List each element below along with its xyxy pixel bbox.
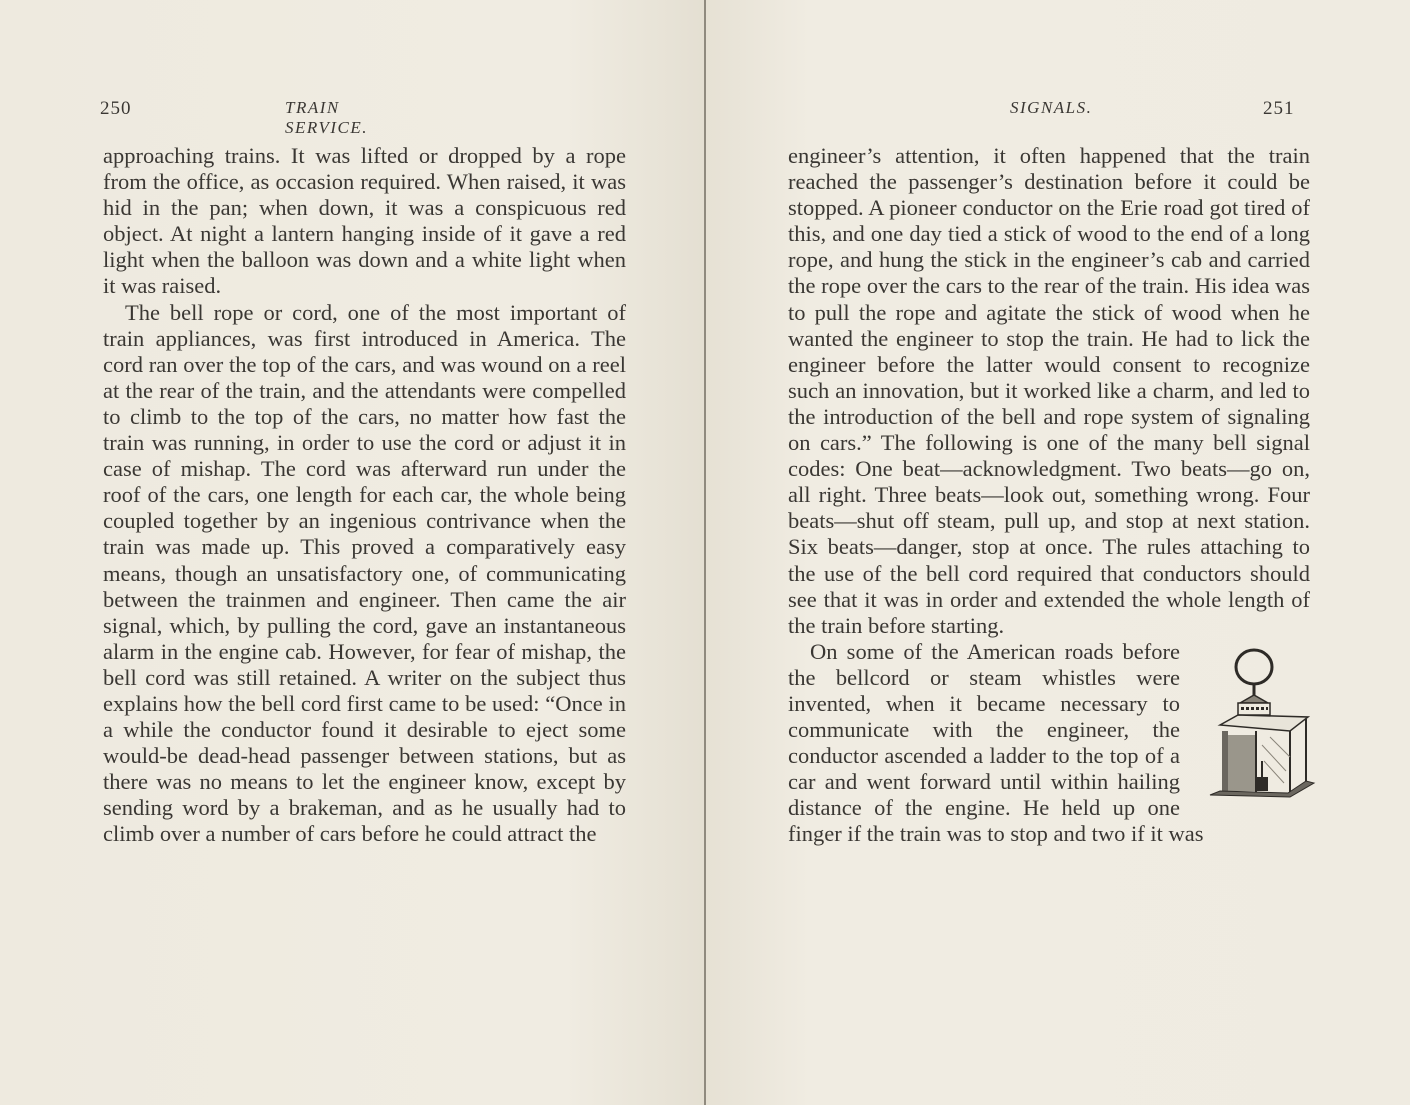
paragraph: On some of the American roads before the bellcord or steam whistles were invented, when it became necessary to communicate with the engineer, the conductor ascended a ladder to the top of a car and went forward until within hailing distance of the engine. He held up one finger if the train was to stop and two if it was xyxy=(788,638,1204,847)
paragraph: engineer’s attention, it often happened that the train reached the passenger’s destination before it could be stopped. A pioneer conductor on the Erie road got tired of this, and one day tied a stick of wood to the end of a long rope, and hung the stick in the engineer’s cab and carried the rope over the cars to the rear of the train. His idea was to pull the rope and agitate the stick of wood when he wanted the engineer to stop the train. He had to lick the engineer before the latter would consent to recognize such an innovation, but it worked like a charm, and led to the introduction of the bell and rope system of signaling on cars.” The following is one of the many bell signal codes: One beat—acknowledgment. Two beats—go on, all right. Three beats—look out, something wrong. Four beats—shut off steam, pull up, and stop at next station. Six beats—danger, stop at once. The rules attaching to the use of the bell cord required that conductors should see that it was in order and extended the whole length of the train before starting. xyxy=(788,143,1310,638)
running-head-left: TRAIN SERVICE. xyxy=(285,98,368,137)
left-page-body xyxy=(103,143,626,848)
lantern-illustration xyxy=(1190,645,1318,813)
right-page xyxy=(705,0,1410,1105)
paragraph: The bell rope or cord, one of the most important of train appliances, was first introduced in America. The cord ran over the top of the cars, and was wound on a reel at the rear of the train, and the attendants were compelled to climb to the top of the cars, no matter how fast the train was running, in order to use the cord or adjust it in case of mishap. The cord was afterward run under the roof of the cars, one length for each car, the whole being coupled together by an ingenious contrivance when the train was made up. This proved a comparatively easy means, though an unsatisfactory one, of communicating between the trainmen and engineer. Then came the air signal, which, by pulling the cord, gave an instantaneous alarm in the engine cab. However, for fear of mishap, the bell cord was still retained. A writer on the subject thus explains how the bell cord first came to be used: “Once in a while the conductor found it desirable to eject some would-be dead-head passenger between stations, but as there was no means to let the engineer know, except by sending word by a brakeman, and as he usually had to climb over a number of cars before he could attract the xyxy=(103,299,626,847)
paragraph: approaching trains. It was lifted or dropped by a rope from the office, as occasion required. When raised, it was hid in the pan; when down, it was a conspicuous red object. At night a lantern hanging inside of it gave a red light when the balloon was down and a white light when it was raised. xyxy=(103,143,626,299)
book-gutter xyxy=(704,0,706,1105)
page-number-left: 250 xyxy=(100,98,132,119)
right-page-body xyxy=(788,143,1310,848)
running-head-right: SIGNALS. xyxy=(1010,98,1093,117)
lantern-icon xyxy=(1190,645,1318,813)
page-number-right: 251 xyxy=(1263,98,1295,119)
